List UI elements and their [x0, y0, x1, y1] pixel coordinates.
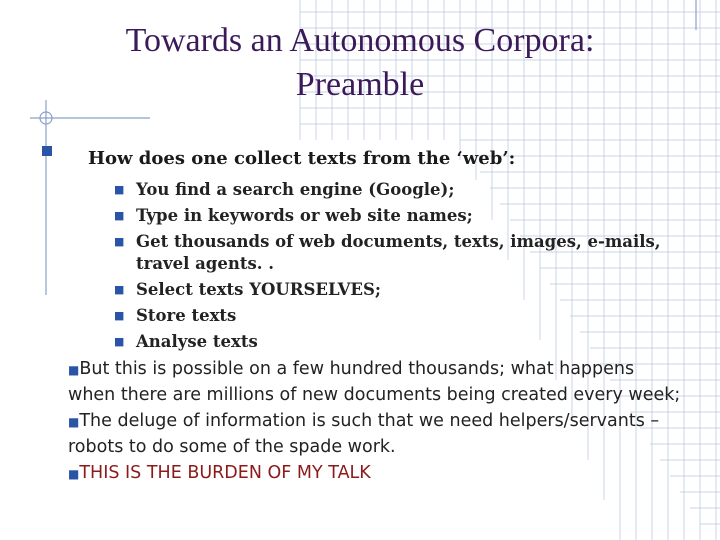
paragraph-1-line-2: when there are millions of new documents being created every week; — [68, 385, 681, 405]
square-bullet-icon: ■ — [114, 335, 125, 348]
paragraph-2-line-1: ■The deluge of information is such that we need helpers/servants – — [68, 411, 660, 431]
sub-item-2: Type in keywords or web site names; — [136, 206, 473, 225]
square-bullet-icon: ■ — [68, 467, 80, 481]
sub-item-5: Store texts — [136, 306, 237, 325]
square-bullet-icon: ■ — [68, 363, 80, 377]
paragraph-1-line-1: ■But this is possible on a few hundred thousands; what happens — [68, 359, 635, 379]
main-question: How does one collect texts from the ‘web’: — [88, 148, 516, 169]
square-bullet-icon: ■ — [114, 283, 125, 296]
sub-item-3-continued: travel agents. . — [136, 254, 274, 273]
slide-title-line-2: Preamble — [295, 66, 425, 103]
sub-item-1: You find a search engine (Google); — [136, 180, 455, 199]
square-bullet-icon: ■ — [114, 309, 125, 322]
sub-item-4: Select texts YOURSELVES; — [136, 280, 381, 299]
square-bullet-icon: ■ — [114, 183, 125, 196]
sub-item-6: Analyse texts — [136, 332, 258, 351]
square-bullet-icon: ■ — [68, 415, 80, 429]
paragraph-2-line-2: robots to do some of the spade work. — [68, 437, 396, 457]
square-bullet-icon — [42, 146, 52, 156]
square-bullet-icon: ■ — [114, 235, 125, 248]
square-bullet-icon: ■ — [114, 209, 125, 222]
slide-title-line-1: Towards an Autonomous Corpora: — [125, 22, 595, 59]
paragraph-3: ■THIS IS THE BURDEN OF MY TALK — [68, 463, 371, 483]
sub-item-3: Get thousands of web documents, texts, images, e-mails, — [136, 232, 661, 251]
